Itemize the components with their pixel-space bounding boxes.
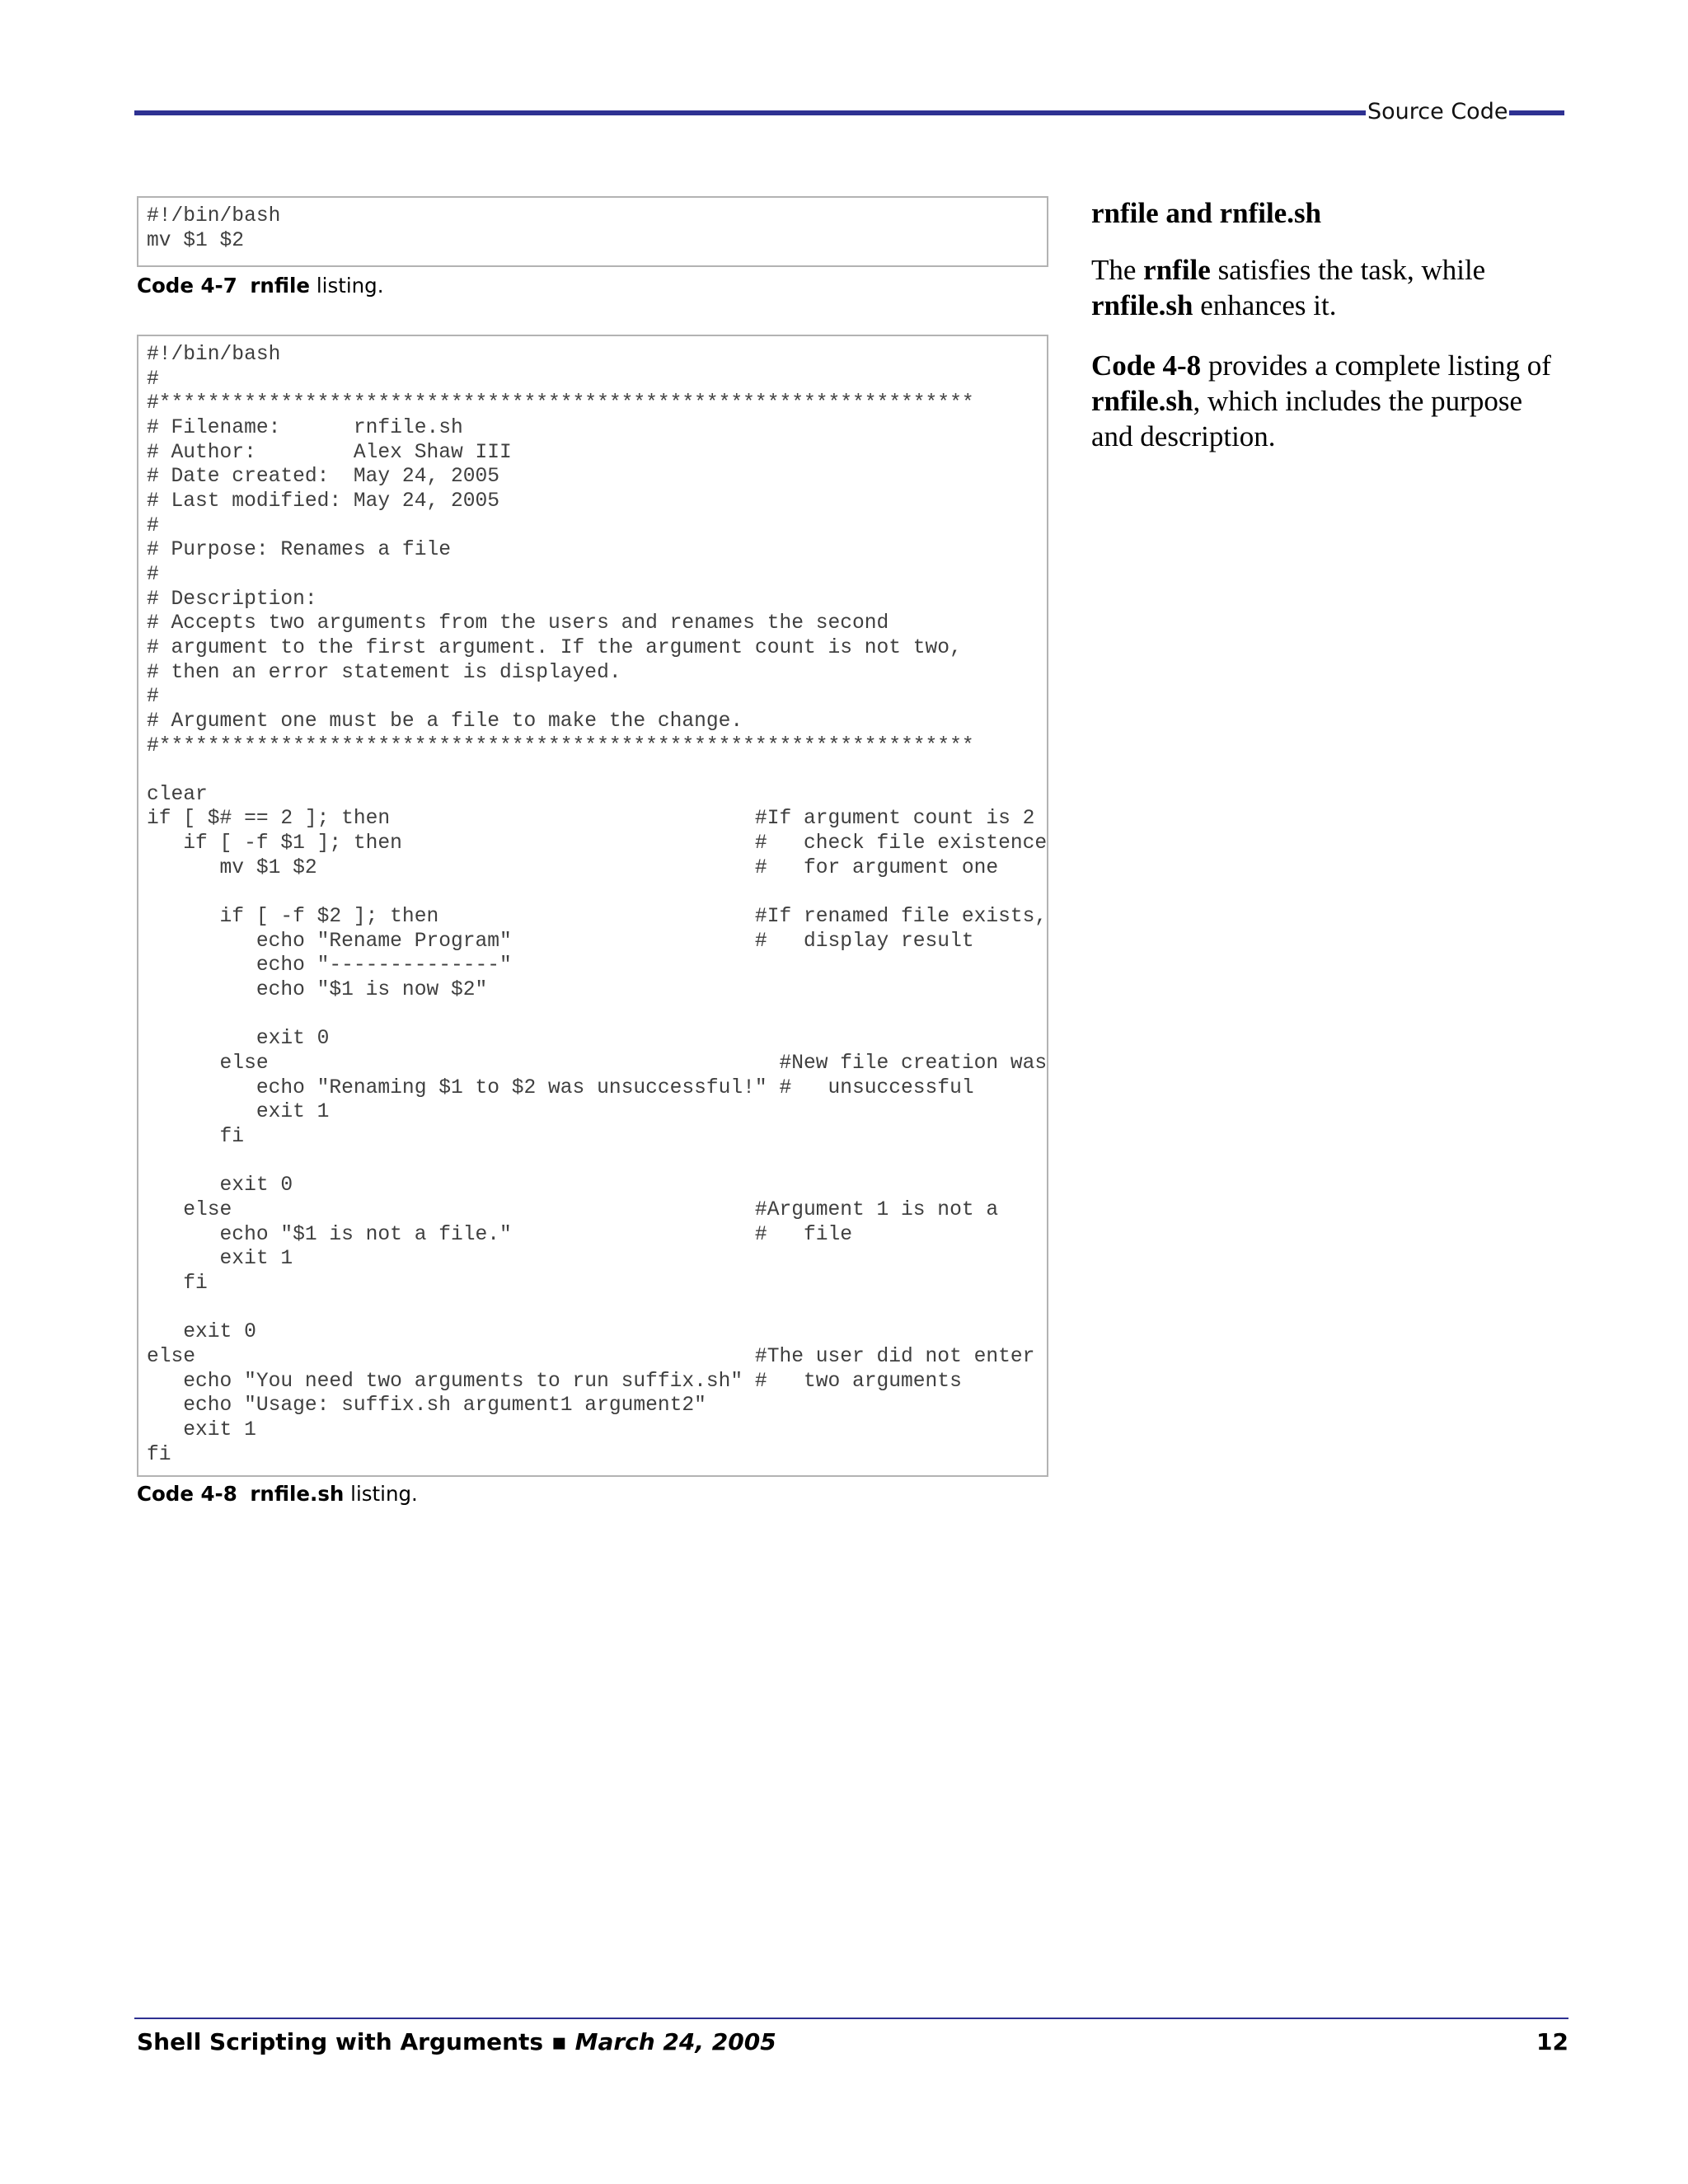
filename-rnfile: rnfile — [1143, 254, 1211, 286]
footer-date: March 24, 2005 — [574, 2028, 776, 2055]
code-caption-4-7 — [137, 274, 384, 298]
page-footer — [137, 2026, 1568, 2059]
caption-filename: rnfile.sh — [250, 1482, 345, 1506]
sidebar-paragraph-2 — [1091, 348, 1569, 454]
sidebar-title: rnfile and rnfile.sh — [1091, 197, 1322, 229]
footer-separator: ▪ — [543, 2028, 575, 2055]
text-run: provides a complete listing of — [1201, 349, 1551, 382]
caption-label: Code 4-7 — [137, 274, 237, 298]
caption-text: listing. — [344, 1482, 418, 1506]
caption-text: listing. — [310, 274, 384, 298]
code-listing-4-7: #!/bin/bash mv $1 $2 — [137, 196, 1048, 267]
header-section-label: Source Code — [1366, 97, 1509, 127]
code-caption-4-8 — [137, 1482, 418, 1507]
header-rule — [134, 110, 1564, 115]
text-run: satisfies the task, while — [1210, 254, 1486, 286]
caption-filename: rnfile — [250, 274, 311, 298]
text-run: enhances it. — [1193, 289, 1337, 321]
caption-label: Code 4-8 — [137, 1482, 237, 1506]
sidebar-paragraph-1 — [1091, 252, 1569, 323]
filename-rnfile-sh: rnfile.sh — [1091, 385, 1193, 417]
page-number: 12 — [1536, 2028, 1568, 2055]
filename-rnfile-sh: rnfile.sh — [1091, 289, 1193, 321]
code-listing-4-8: #!/bin/bash # #******************************************************************* # Filename: rnfile.sh # Author: Alex Shaw III # Date created: May 24, 2005 # Last modified: May 24, 2005 # # Purpose: Renames a file # # Description: # Accepts two arguments from the users and renames the second # argument to the first argument. If the argument count is not two, # then an error statement is displayed. # # Argument one must be a file to make the change. #******************************************************************* clear if [ $# == 2 ]; then #If argument count is 2 if [ -f $1 ]; then # check file existence mv $1 $2 # for argument one if [ -f $2 ]; then #If renamed file exists, echo "Rename Program" # display result echo "--------------" echo "$1 is now $2" exit 0 else #New file creation was echo "Renaming $1 to $2 was unsuccessful!" # unsuccessful exit 1 fi exit 0 else #Argument 1 is not a echo "$1 is not a file." # file exit 1 fi exit 0 else #The user did not enter echo "You need two arguments to run suffix.sh" # two arguments echo "Usage: suffix.sh argument1 argument2" exit 1 fi — [137, 335, 1048, 1477]
code-reference: Code 4-8 — [1091, 349, 1202, 382]
text-run: , which includes the purpose and description. — [1091, 385, 1522, 452]
text-run: The — [1091, 254, 1144, 286]
footer-rule — [134, 2018, 1568, 2019]
footer-title: Shell Scripting with Arguments — [137, 2028, 544, 2055]
sidebar-notes — [1091, 196, 1569, 454]
